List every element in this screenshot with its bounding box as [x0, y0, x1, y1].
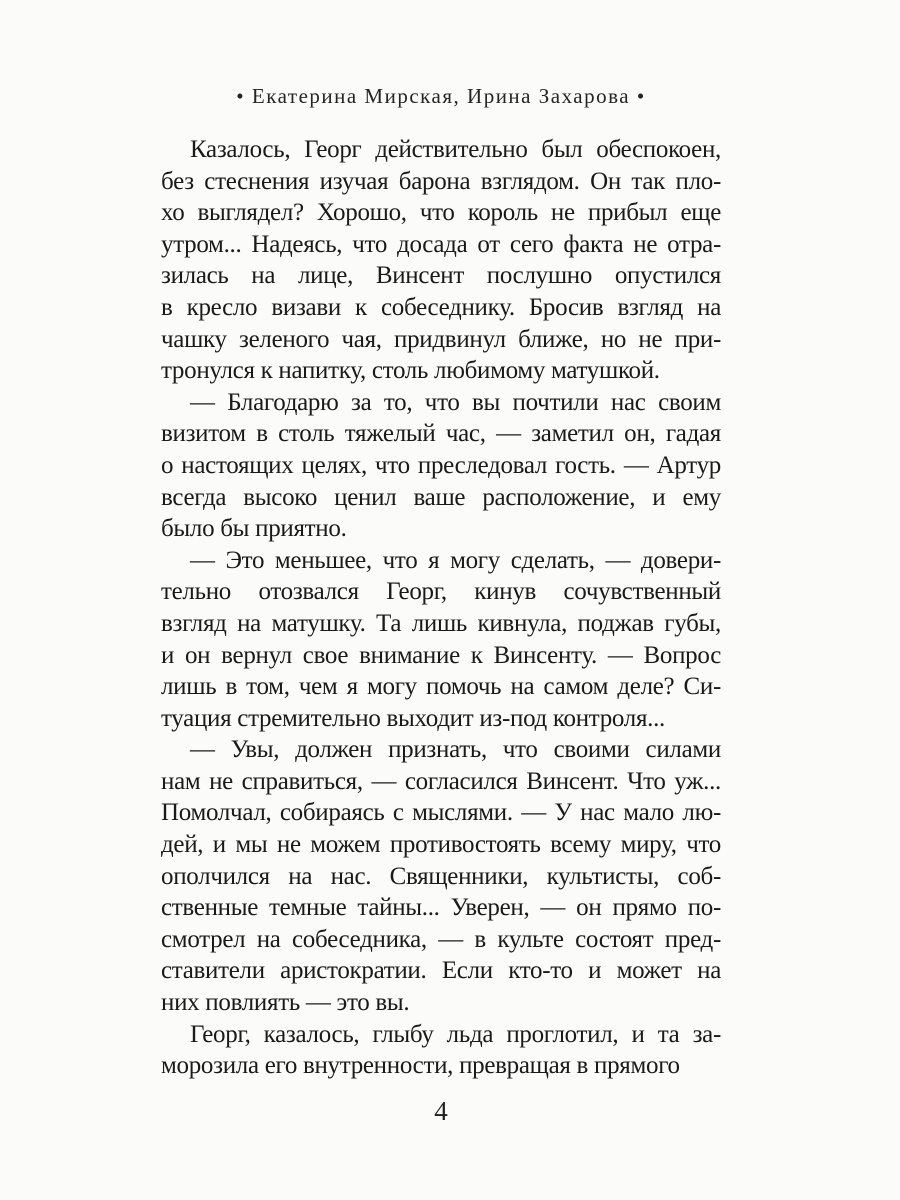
paragraph	[161, 134, 721, 387]
text-line: в кресло визави к собеседнику. Бросив взгляд на	[161, 293, 721, 321]
text-line: без стеснения изучая барона взглядом. Он так пло-	[161, 167, 721, 195]
text-line: о настоящих целях, что преследовал гость. — Артур	[161, 451, 721, 479]
paragraph	[161, 734, 721, 1018]
text-line: тронулся к напитку, столь любимому матушкой.	[161, 357, 660, 385]
text-line: нам не справиться, — согласился Винсент. Что уж...	[161, 767, 721, 795]
text-line: визитом в столь тяжелый час, — заметил он, гадая	[161, 420, 721, 448]
body-text	[161, 134, 721, 1082]
paragraph	[161, 1019, 721, 1082]
text-line: ственные темные тайны... Уверен, — он прямо по-	[161, 894, 721, 922]
running-header: • Екатерина Мирская, Ирина Захарова •	[236, 84, 646, 108]
text-line: ставители аристократии. Если кто-то и может на	[161, 957, 721, 985]
text-line: утром... Надеясь, что досада от сего факта не отра-	[161, 230, 721, 258]
text-line: туация стремительно выходит из-под контроля...	[161, 704, 666, 732]
text-line: морозила его внутренности, превращая в прямого	[161, 1052, 680, 1080]
paragraph	[161, 545, 721, 735]
text-line: лишь в том, чем я могу помочь на самом деле? Си-	[161, 673, 721, 701]
page-number: 4	[434, 1096, 448, 1126]
text-line: тельно отозвался Георг, кинув сочувственный	[161, 578, 721, 606]
text-line: взгляд на матушку. Та лишь кивнула, поджав губы,	[161, 609, 721, 637]
paragraph	[161, 387, 721, 545]
text-line: дей, и мы не можем противостоять всему миру, что	[161, 831, 721, 859]
text-line: — Увы, должен признать, что своими силами	[190, 736, 721, 764]
text-line: них повлиять — это вы.	[161, 989, 410, 1017]
text-line: и он вернул свое внимание к Винсенту. — Вопрос	[161, 641, 721, 669]
text-line: ополчился на нас. Священники, культисты, соб-	[161, 862, 721, 890]
text-line: Помолчал, собираясь с мыслями. — У нас мало лю-	[161, 799, 721, 827]
text-line: Казалось, Георг действительно был обеспокоен,	[190, 136, 721, 163]
text-line: хо выглядел? Хорошо, что король не прибыл еще	[161, 199, 721, 227]
text-line: зилась на лице, Винсент послушно опустился	[161, 262, 721, 290]
text-line: — Это меньшее, что я могу сделать, — довери-	[190, 546, 721, 574]
text-line: смотрел на собеседника, — в культе состоят пред-	[161, 925, 721, 953]
text-line: Георг, казалось, глыбу льда проглотил, и та за-	[190, 1020, 721, 1048]
text-line: было бы приятно.	[161, 515, 347, 543]
text-line: — Благодарю за то, что вы почтили нас своим	[190, 388, 721, 416]
text-line: чашку зеленого чая, придвинул ближе, но не при-	[161, 325, 721, 353]
text-line: всегда высоко ценил ваше расположение, и ему	[161, 483, 721, 511]
